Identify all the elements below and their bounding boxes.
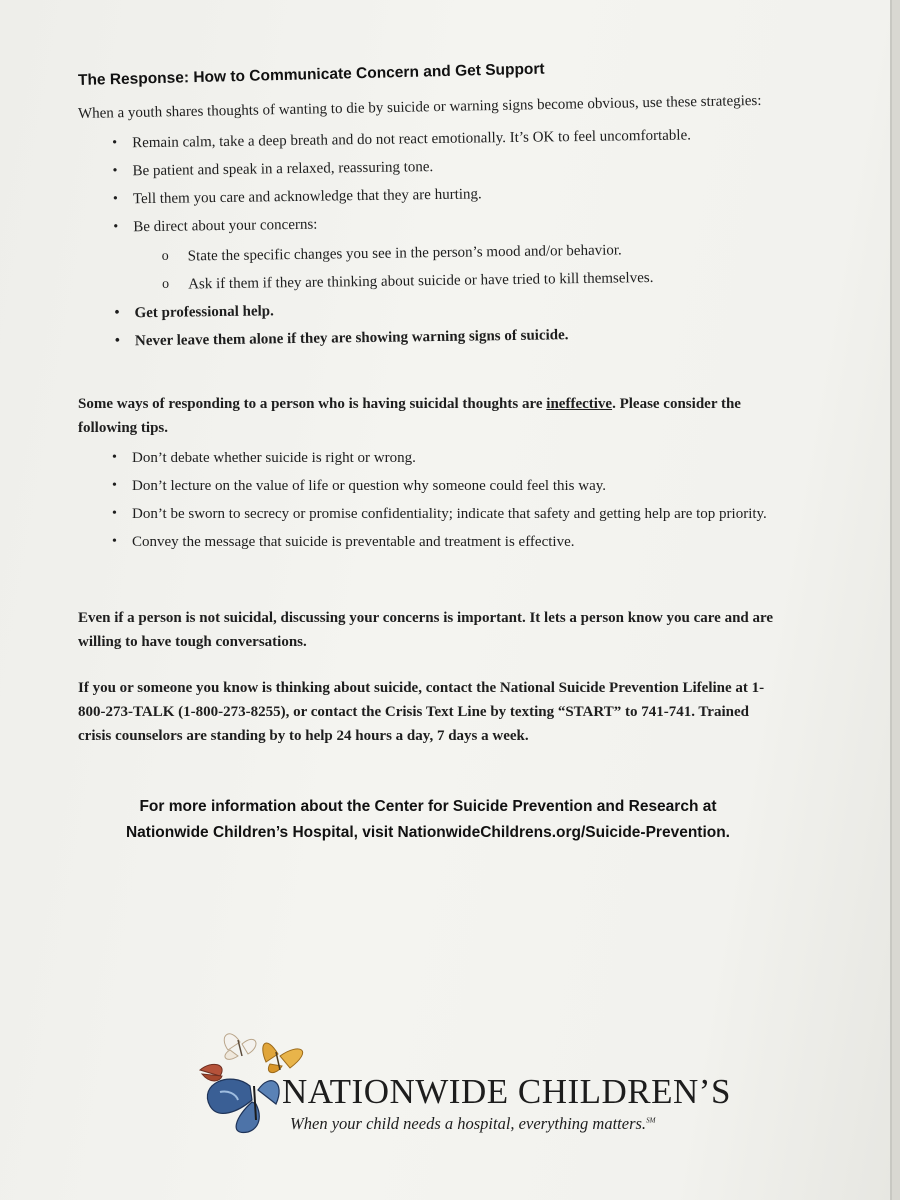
list-item: • Tell them you care and acknowledge that they are hurting.	[79, 178, 779, 212]
ineffective-section	[78, 392, 778, 554]
list-item: • Don’t be sworn to secrecy or promise confidentiality; indicate that safety and getting help are top priority.	[78, 502, 778, 526]
bullet-icon: •	[112, 135, 118, 151]
more-info-line: For more information about the Center for Suicide Prevention and Research at	[139, 798, 717, 815]
list-item: • Get professional help.	[80, 292, 780, 326]
more-info-block	[78, 794, 778, 846]
intro-paragraph: When a youth shares thoughts of wanting to die by suicide or warning signs become obvious, use these strategies:	[77, 92, 762, 122]
list-item: • Remain calm, take a deep breath and do not react emotionally. It’s OK to feel uncomfortable.	[78, 122, 778, 156]
bullet-icon: •	[112, 191, 118, 207]
bullet-icon: •	[112, 450, 117, 465]
circle-bullet-icon: o	[161, 248, 169, 264]
document-body	[77, 60, 778, 846]
page-title: The Response: How to Communicate Concern and Get Support	[77, 60, 545, 89]
logo-name: NATIONWIDE CHILDREN’S	[282, 1072, 731, 1111]
concern-paragraph: Even if a person is not suicidal, discussing your concerns is important. It lets a person know you care and are willing to have tough conversations.	[78, 610, 774, 650]
red-butterfly-icon	[200, 1064, 222, 1081]
ineffective-word: ineffective	[546, 396, 613, 412]
lifeline-paragraph: If you or someone you know is thinking about suicide, contact the National Suicide Prevention Lifeline at 1-800-273-TALK (1-800-273-8255), or contact the Crisis Text Line by texting “START” to 741-741. Trained crisis counselors are standing by to help 24 hours a day, 7 days a week.	[78, 680, 765, 744]
sub-list	[134, 236, 781, 297]
ineffective-intro: Some ways of responding to a person who is having suicidal thoughts are ineffective. Please consider the following tips.	[78, 396, 741, 436]
bullet-icon: •	[112, 534, 117, 549]
circle-bullet-icon: o	[162, 276, 170, 292]
strategies-list	[78, 122, 781, 354]
list-item: • Be patient and speak in a relaxed, reassuring tone.	[78, 150, 778, 184]
sub-list-item: o Ask if them if they are thinking about suicide or have tried to kill themselves.	[134, 264, 780, 297]
list-item: • Convey the message that suicide is preventable and treatment is effective.	[78, 530, 778, 554]
orange-butterfly-icon	[263, 1043, 303, 1073]
service-mark: SM	[646, 1116, 656, 1125]
logo-tagline: When your child needs a hospital, everything matters.℠	[290, 1114, 656, 1133]
bullet-icon: •	[112, 506, 117, 521]
bullet-icon: •	[112, 163, 118, 179]
bullet-icon: •	[112, 478, 117, 493]
nationwide-childrens-logo	[190, 1020, 731, 1150]
blue-butterfly-icon	[207, 1079, 279, 1132]
white-butterfly-icon	[224, 1034, 256, 1060]
bullet-icon: •	[114, 333, 120, 349]
list-item: • Don’t debate whether suicide is right or wrong.	[78, 446, 778, 470]
bullet-icon: •	[113, 219, 119, 235]
more-info-line: Nationwide Children’s Hospital, visit NationwideChildrens.org/Suicide-Prevention.	[125, 824, 730, 841]
list-item: • Never leave them alone if they are showing warning signs of suicide.	[81, 320, 781, 354]
sub-list-item: o State the specific changes you see in the person’s mood and/or behavior.	[134, 236, 780, 269]
list-item: • Be direct about your concerns: o State the specific changes you see in the person’s mood and/or behavior. o Ask if them if they are thinking about suicide or have tried to kill themselves.	[79, 206, 780, 298]
list-item: • Don’t lecture on the value of life or question why someone could feel this way.	[78, 474, 778, 498]
bullet-icon: •	[114, 305, 120, 321]
tips-list	[78, 446, 778, 554]
